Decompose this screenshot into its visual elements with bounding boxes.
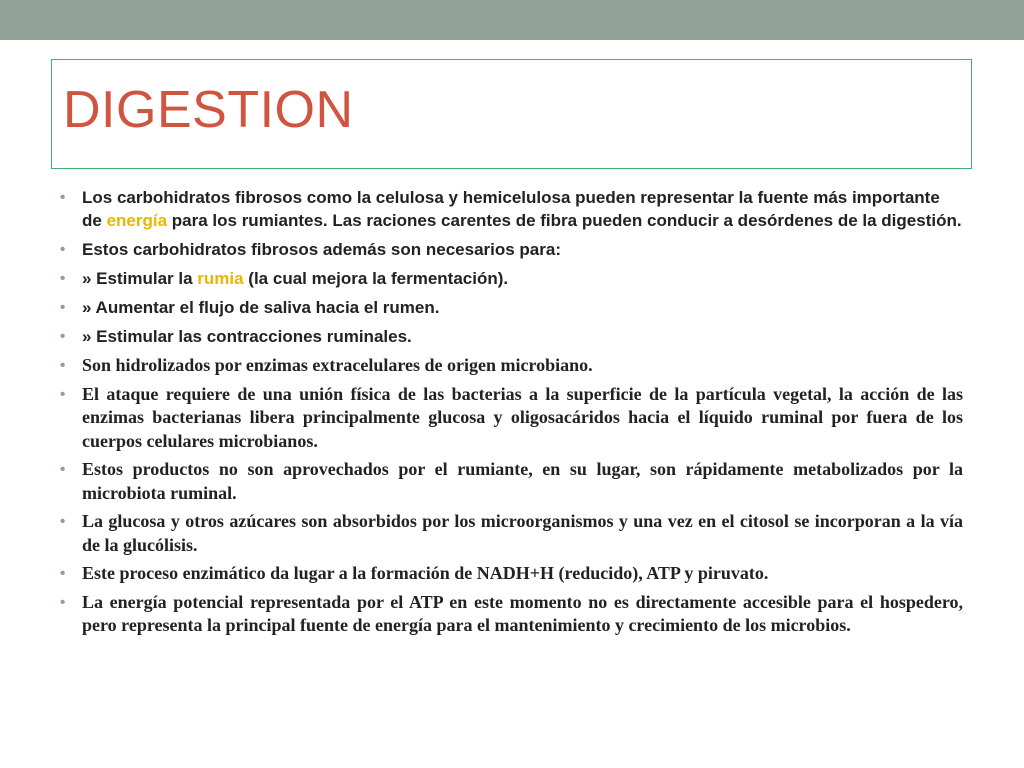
bullet-dot-icon: • xyxy=(60,593,66,611)
highlighted-word: rumia xyxy=(197,269,244,288)
bullet-text-part: para los rumiantes. Las raciones carentes de fibra pueden conducir a desórdenes de la digestión. xyxy=(167,211,962,230)
bullet-text: La energía potencial representada por el ATP en este momento no es directamente accesible para el hospedero, pero representa la principal fuente de energía para el mantenimiento y crecimiento de los microbios. xyxy=(82,591,963,635)
bullet-dot-icon: • xyxy=(60,270,66,287)
title-frame xyxy=(51,59,972,169)
bullet-item xyxy=(60,296,963,319)
bullet-item xyxy=(60,591,963,638)
bullet-dot-icon: • xyxy=(60,461,66,478)
bullet-dot-icon: • xyxy=(60,241,66,258)
bullet-item xyxy=(60,458,963,505)
bullet-dot-icon: • xyxy=(60,328,66,345)
bullet-text-part: Los carbohidratos fibrosos como la celulosa y hemicelulosa pueden representar la fuente más importante de xyxy=(82,188,940,230)
bullet-text: Son hidrolizados por enzimas extracelulares de origen microbiano. xyxy=(82,355,593,375)
bullet-item xyxy=(60,238,963,261)
bullet-dot-icon: • xyxy=(60,385,66,403)
bullet-text-part: » Estimular la xyxy=(82,269,198,288)
bullet-text: Este proceso enzimático da lugar a la formación de NADH+H (reducido), ATP y piruvato. xyxy=(82,563,769,583)
bullet-dot-icon: • xyxy=(60,299,66,316)
bullet-item xyxy=(60,510,963,557)
bullet-dot-icon: • xyxy=(60,357,66,374)
bullet-text: El ataque requiere de una unión física de las bacterias a la superficie de la partícula vegetal, la acción de las enzimas bacterianas libera principalmente glucosa y oligosacáridos hacia el líquido ruminal por fuera de los cuerpos celulares microbianos. xyxy=(82,383,963,451)
bullet-text-part: (la cual mejora la fermentación). xyxy=(243,269,509,288)
bullet-dot-icon: • xyxy=(60,513,66,530)
bullet-text: Estos productos no son aprovechados por el rumiante, en su lugar, son rápidamente metabolizados por la microbiota ruminal. xyxy=(82,459,963,503)
bullet-list xyxy=(60,186,963,643)
bullet-item xyxy=(60,354,963,378)
bullet-dot-icon: • xyxy=(60,189,66,206)
bullet-item xyxy=(60,325,963,348)
top-decorative-band xyxy=(0,0,1024,40)
slide-title: DIGESTION xyxy=(63,81,354,139)
bullet-item xyxy=(60,267,963,290)
highlighted-word: energía xyxy=(106,211,168,230)
bullet-dot-icon: • xyxy=(60,565,66,582)
bullet-text: » Aumentar el flujo de saliva hacia el rumen. xyxy=(82,298,440,317)
bullet-item xyxy=(60,562,963,586)
bullet-text: Estos carbohidratos fibrosos además son necesarios para: xyxy=(82,240,561,259)
bullet-item xyxy=(60,186,963,232)
bullet-text: La glucosa y otros azúcares son absorbidos por los microorganismos y una vez en el citosol se incorporan a la vía de la glucólisis. xyxy=(82,511,963,555)
bullet-text: » Estimular las contracciones ruminales. xyxy=(82,327,412,346)
bullet-item xyxy=(60,383,963,454)
